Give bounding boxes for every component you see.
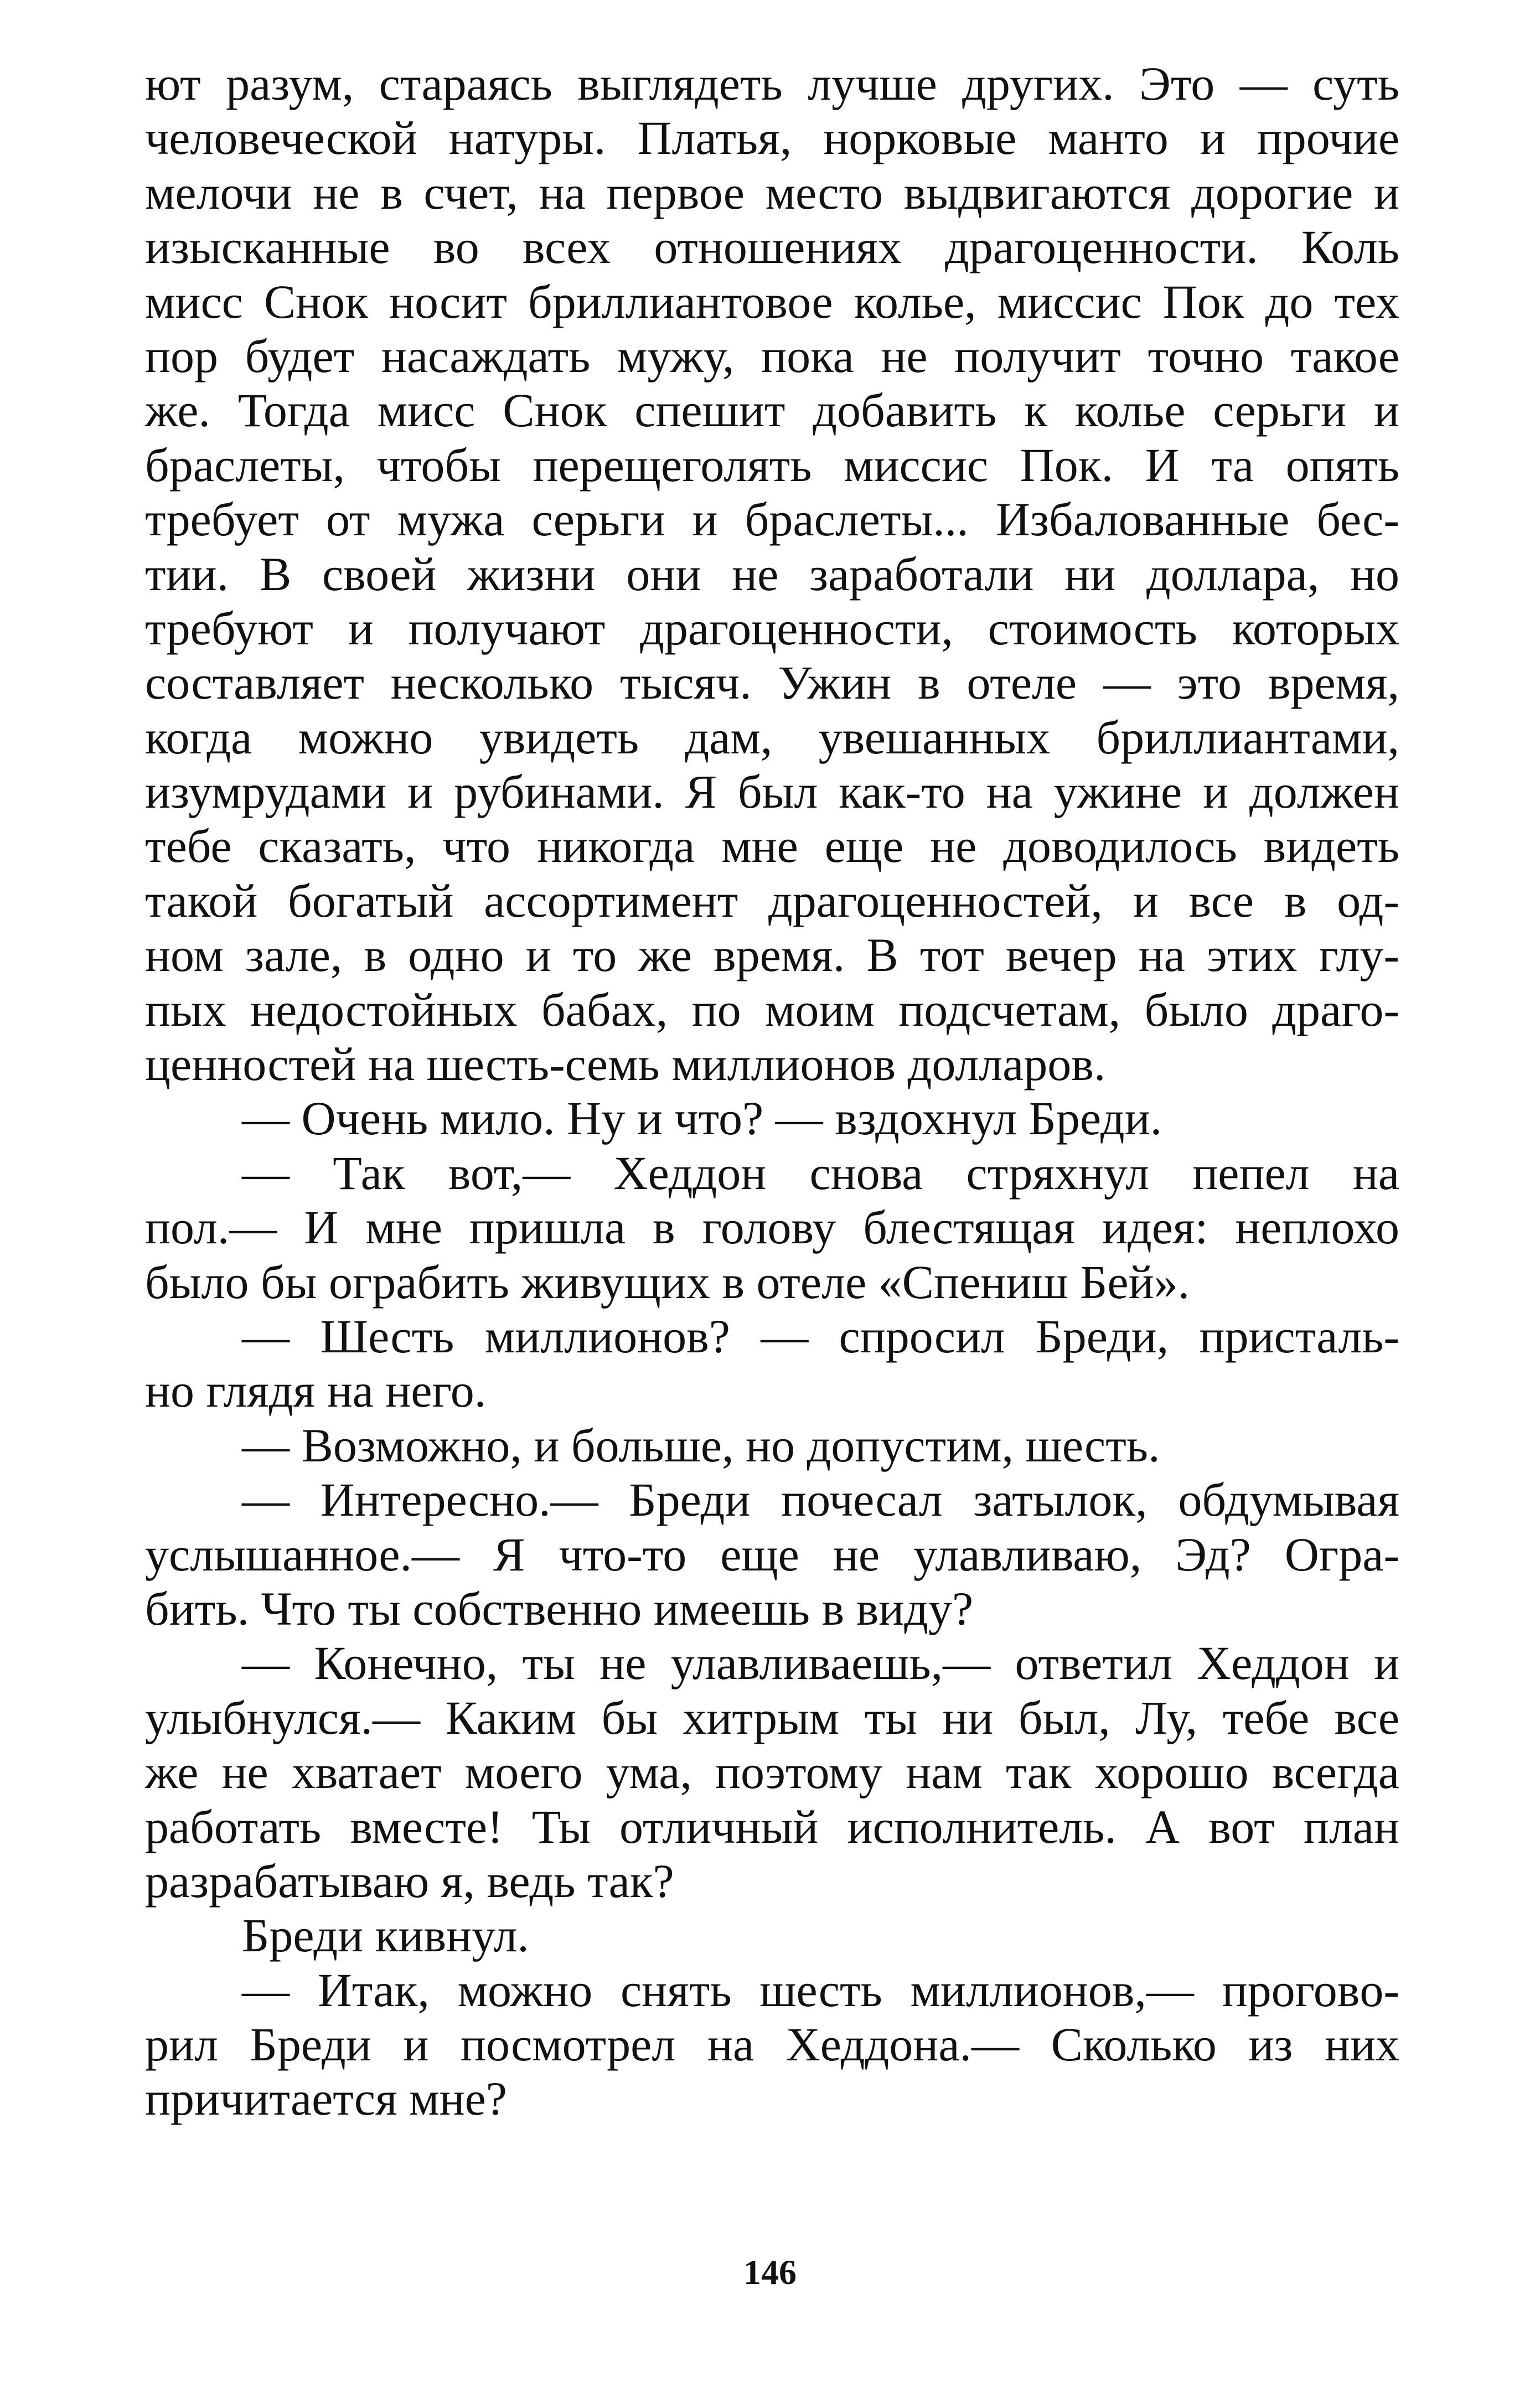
text-line: было бы ограбить живущих в отеле «Спениш Бей». <box>145 1255 1190 1309</box>
text-line: изысканные во всех отношениях драгоценности. Коль <box>145 220 1399 274</box>
text-line: же не хватает моего ума, поэтому нам так хорошо всегда <box>145 1745 1399 1799</box>
text-line: рил Бреди и посмотрел на Хеддона.— Сколько из них <box>145 2018 1399 2071</box>
text-line: браслеты, чтобы перещеголять миссис Пок. И та опять <box>145 438 1399 492</box>
text-line: требуют и получают драгоценности, стоимость которых <box>145 601 1399 655</box>
text-line: разрабатываю я, ведь так? <box>145 1854 674 1908</box>
text-line: пых недостойных бабах, по моим подсчетам, было драго- <box>145 983 1399 1036</box>
text-line: — Так вот,— Хеддон снова стряхнул пепел на <box>242 1146 1399 1200</box>
text-line: же. Тогда мисс Снок спешит добавить к колье серьги и <box>145 384 1399 437</box>
text-line: — Итак, можно снять шесть миллионов,— проговo- <box>242 1963 1399 2017</box>
text-line: работать вместе! Ты отличный исполнитель. А вот план <box>145 1800 1399 1853</box>
text-line: бить. Что ты собственно имеешь в виду? <box>145 1582 974 1635</box>
text-line: мелочи не в счет, на первое место выдвигаются дорогие и <box>145 166 1399 219</box>
text-line: — Возможно, и больше, но допустим, шесть. <box>242 1418 1160 1472</box>
text-line: составляет несколько тысяч. Ужин в отеле — это время, <box>145 656 1399 710</box>
text-line: — Очень мило. Ну и что? — вздохнул Бреди. <box>242 1092 1162 1145</box>
text-line: изумрудами и рубинами. Я был как-то на ужине и должен <box>145 765 1399 819</box>
text-line: улыбнулся.— Каким бы хитрым ты ни был, Лу, тебе все <box>145 1691 1399 1744</box>
text-line: тебе сказать, что никогда мне еще не доводилось видеть <box>145 819 1399 873</box>
body-text <box>145 56 1399 2126</box>
text-line: Бреди кивнул. <box>242 1909 529 1962</box>
text-line: — Конечно, ты не улавливаешь,— ответил Хеддон и <box>242 1636 1399 1690</box>
page-number: 146 <box>743 2252 797 2292</box>
text-line: ценностей на шесть-семь миллионов долларов. <box>145 1037 1106 1091</box>
text-line: пор будет насаждать мужу, пока не получит точно такое <box>145 329 1399 383</box>
text-line: — Интересно.— Бреди почесал затылок, обдумывая <box>242 1473 1399 1527</box>
text-line: требует от мужа серьги и браслеты... Избалованные бес- <box>145 493 1399 546</box>
text-line: пол.— И мне пришла в голову блестящая идея: неплохо <box>145 1201 1399 1254</box>
text-line: мисс Снок носит бриллиантовое колье, миссис Пок до тех <box>145 275 1399 328</box>
text-line: такой богатый ассортимент драгоценностей, и все в од- <box>145 874 1399 927</box>
text-line: услышанное.— Я что-то еще не улавливаю, Эд? Огра- <box>145 1527 1399 1581</box>
text-line: когда можно увидеть дам, увешанных бриллиантами, <box>145 710 1399 764</box>
text-line: ном зале, в одно и то же время. В тот вечер на этих глу- <box>145 928 1399 982</box>
text-line: тии. В своей жизни они не заработали ни доллара, но <box>145 547 1399 601</box>
text-line: причитается мне? <box>145 2072 507 2126</box>
text-line: — Шесть миллионов? — спросил Бреди, присталь- <box>242 1309 1399 1363</box>
text-line: человеческой натуры. Платья, норковые манто и прочие <box>145 111 1399 165</box>
text-line: ют разум, стараясь выглядеть лучше других. Это — суть <box>145 57 1399 110</box>
text-line: но глядя на него. <box>145 1364 487 1418</box>
